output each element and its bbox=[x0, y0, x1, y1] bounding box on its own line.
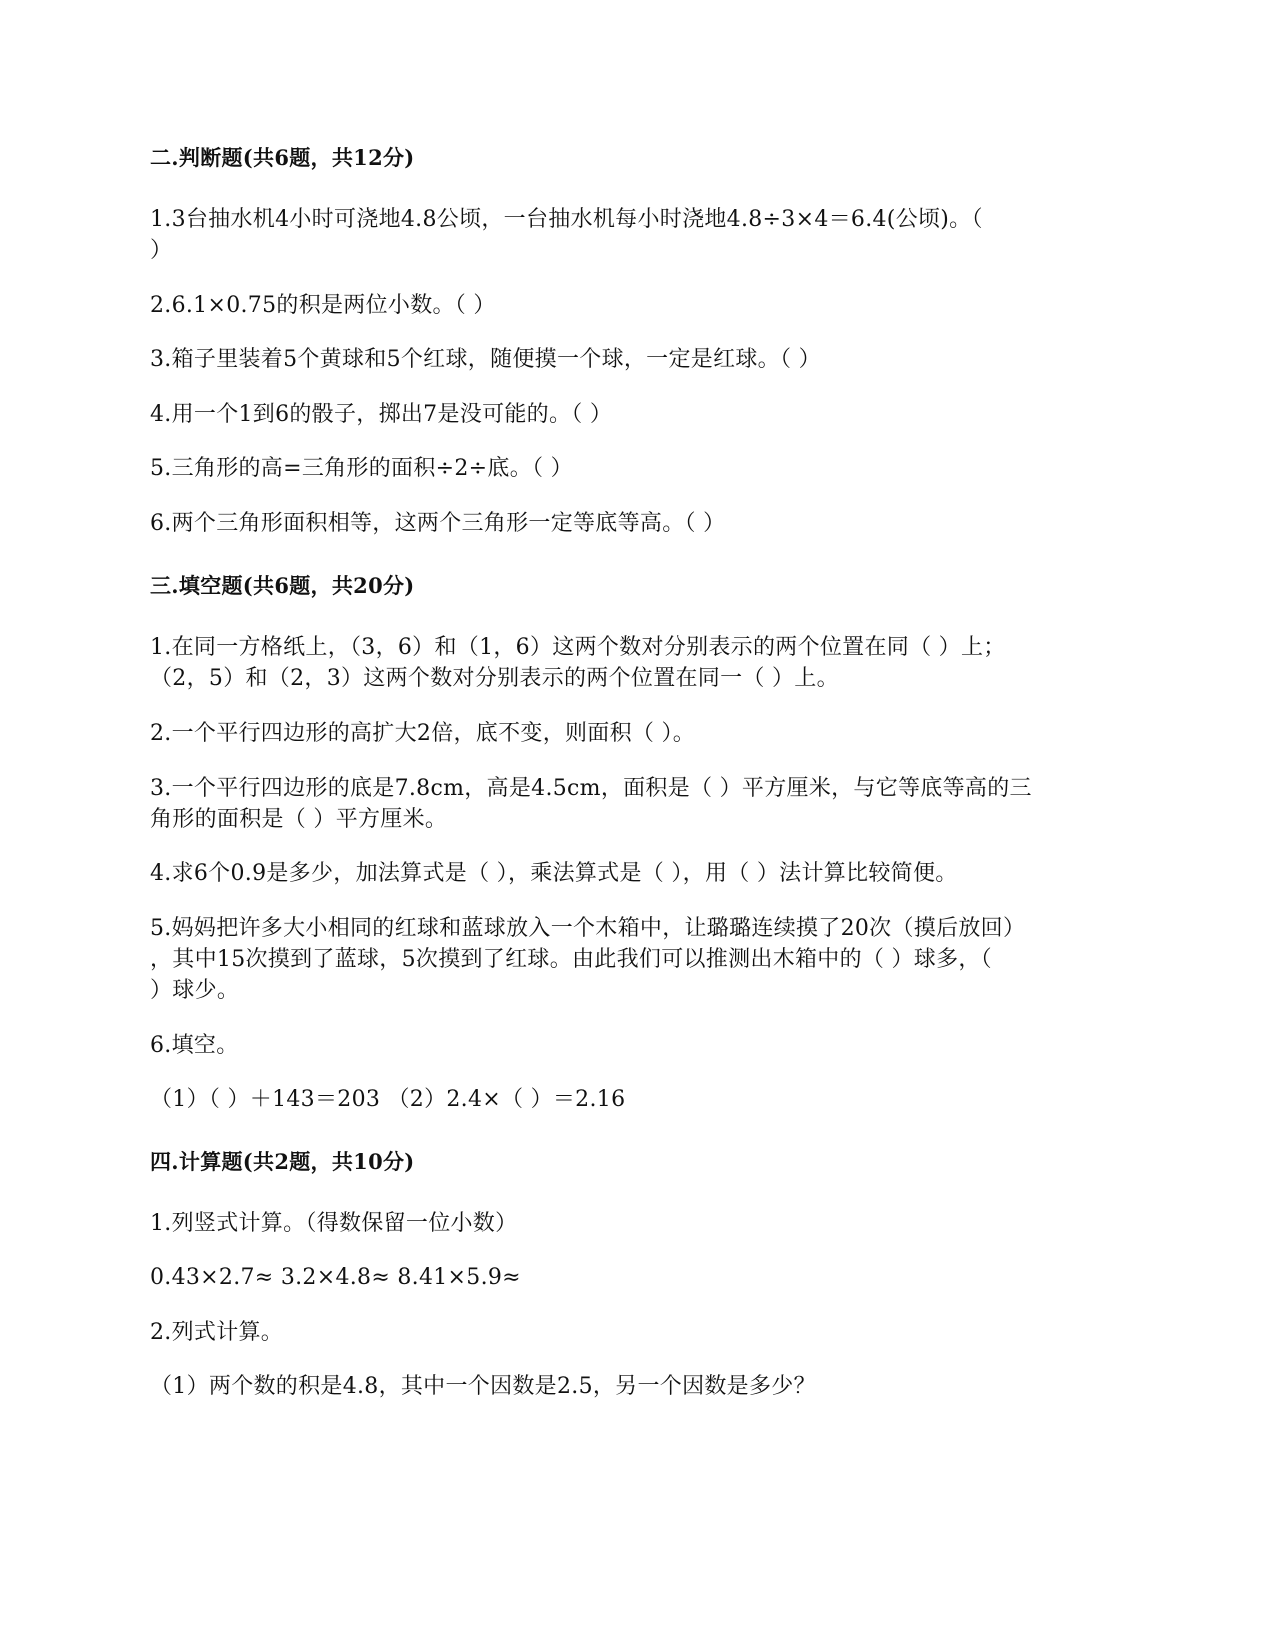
fill-q5-line3: ）球少。 bbox=[150, 978, 240, 1003]
calc-q1-title: 1.列竖式计算。（得数保留一位小数） bbox=[150, 1211, 518, 1236]
fill-q3-line1: 3.一个平行四边形的底是7.8cm，高是4.5cm，面积是（ ）平方厘米，与它等底等高的三 bbox=[150, 776, 1032, 801]
fill-q6-equations: （1）（ ）＋143＝203 （2）2.4×（ ）＝2.16 bbox=[150, 1087, 626, 1112]
judgment-q6: 6.两个三角形面积相等，这两个三角形一定等底等高。（ ） bbox=[150, 511, 726, 536]
calc-q2-title: 2.列式计算。 bbox=[150, 1320, 284, 1345]
fill-q6-title: 6.填空。 bbox=[150, 1033, 239, 1058]
section-heading-fill-in: 三.填空题(共6题，共20分) bbox=[150, 573, 415, 598]
judgment-q1-line2: ） bbox=[150, 238, 173, 263]
judgment-q1-line1: 1.3台抽水机4小时可浇地4.8公顷，一台抽水机每小时浇地4.8÷3×4＝6.4(公顷)。（ bbox=[150, 207, 983, 232]
fill-q5-line1: 5.妈妈把许多大小相同的红球和蓝球放入一个木箱中，让璐璐连续摸了20次（摸后放回） bbox=[150, 916, 1026, 941]
section-heading-calculation: 四.计算题(共2题，共10分) bbox=[150, 1149, 415, 1174]
section-heading-judgment: 二.判断题(共6题，共12分) bbox=[150, 145, 415, 170]
judgment-q4: 4.用一个1到6的骰子，掷出7是没可能的。（ ） bbox=[150, 402, 613, 427]
fill-q3-line2: 角形的面积是（ ）平方厘米。 bbox=[150, 807, 448, 832]
judgment-q3: 3.箱子里装着5个黄球和5个红球，随便摸一个球，一定是红球。（ ） bbox=[150, 347, 821, 372]
fill-q2: 2.一个平行四边形的高扩大2倍，底不变，则面积（ ）。 bbox=[150, 721, 696, 746]
fill-q1-line2: （2，5）和（2，3）这两个数对分别表示的两个位置在同一（ ）上。 bbox=[150, 666, 839, 691]
fill-q4: 4.求6个0.9是多少，加法算式是（ ），乘法算式是（ ），用（ ）法计算比较简便。 bbox=[150, 861, 958, 886]
judgment-q2: 2.6.1×0.75的积是两位小数。（ ） bbox=[150, 293, 496, 318]
calc-q2-part1: （1）两个数的积是4.8，其中一个因数是2.5，另一个因数是多少？ bbox=[150, 1374, 816, 1399]
fill-q5-line2: ，其中15次摸到了蓝球，5次摸到了红球。由此我们可以推测出木箱中的（ ）球多，（ bbox=[150, 947, 992, 972]
judgment-q5: 5.三角形的高=三角形的面积÷2÷底。（ ） bbox=[150, 456, 573, 481]
fill-q1-line1: 1.在同一方格纸上，（3，6）和（1，6）这两个数对分别表示的两个位置在同（ ）上； bbox=[150, 635, 1006, 660]
calc-q1-expressions: 0.43×2.7≈ 3.2×4.8≈ 8.41×5.9≈ bbox=[150, 1265, 521, 1290]
